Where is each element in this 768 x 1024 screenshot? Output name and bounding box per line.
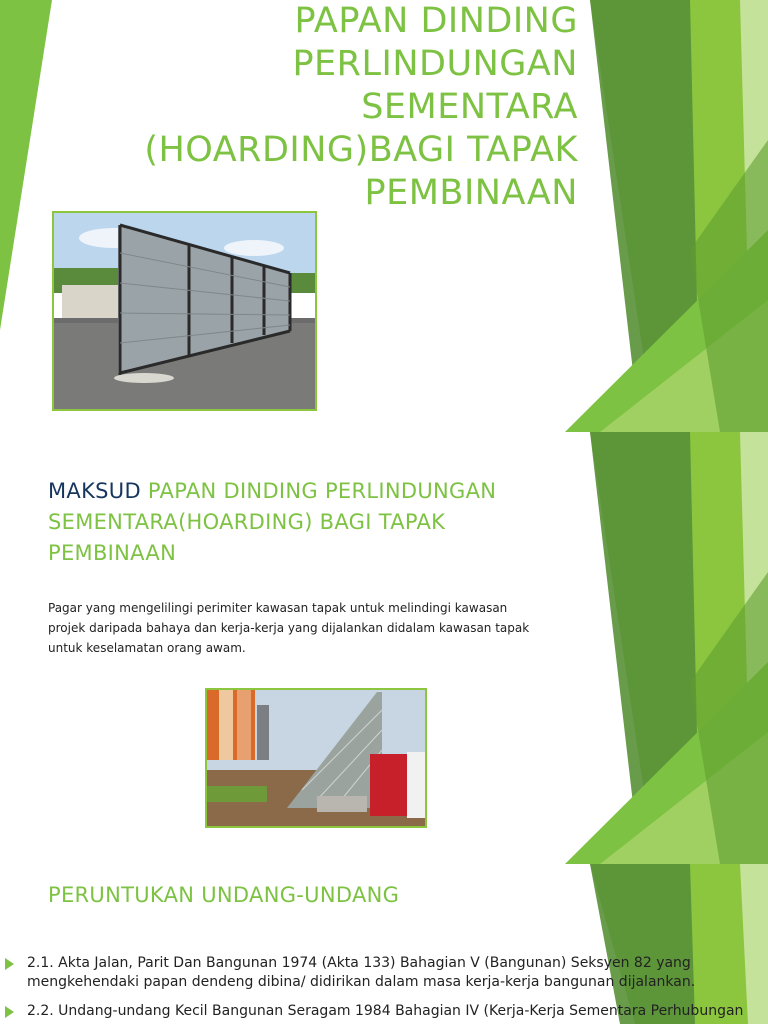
list-item (0, 954, 768, 992)
body-line: untuk keselamatan orang awam. (48, 641, 246, 655)
heading-prefix: MAKSUD (48, 479, 141, 503)
item-line: mengkehendaki papan dendeng dibina/ didirikan dalam masa kerja-kerja bangunan dijalankan. (27, 974, 696, 990)
slide-1 (0, 0, 768, 432)
left-green-triangle (0, 0, 52, 330)
list-item (0, 1002, 768, 1021)
title-line: PERLINDUNGAN (292, 44, 578, 84)
law-list (0, 954, 768, 1024)
title-line: SEMENTARA (361, 87, 578, 127)
slide-1-title (144, 0, 578, 215)
title-line: PEMBINAAN (364, 173, 578, 213)
item-line: 2.1. Akta Jalan, Parit Dan Bangunan 1974 (Akta 133) Bahagian V (Bangunan) Seksyen 82 yang (27, 955, 691, 971)
arrow-bullet-icon (5, 1006, 14, 1018)
body-line: Pagar yang mengelilingi perimiter kawasan tapak untuk melindingi kawasan (48, 601, 508, 615)
arrow-bullet-icon (5, 958, 14, 970)
item-line: 2.2. Undang-undang Kecil Bangunan Seragam 1984 Bahagian IV (Kerja-Kerja Sementara Perhubungan (27, 1003, 744, 1019)
definition-text (48, 598, 608, 658)
title-line: PAPAN DINDING (294, 1, 578, 41)
heading-rest: PAPAN DINDING PERLINDUNGAN SEMENTARA(HOARDING) BAGI TAPAK PEMBINAAN (48, 479, 497, 565)
slide-2-heading (48, 476, 568, 569)
hoarding-photo-1 (52, 211, 317, 411)
hoarding-photo-2 (205, 688, 427, 828)
slide-2 (0, 432, 768, 864)
slide-3 (0, 864, 768, 1024)
slide-3-heading: PERUNTUKAN UNDANG-UNDANG (48, 883, 400, 907)
title-line: (HOARDING)BAGI TAPAK (144, 130, 578, 170)
body-line: projek daripada bahaya dan kerja-kerja yang dijalankan didalam kawasan tapak (48, 621, 530, 635)
